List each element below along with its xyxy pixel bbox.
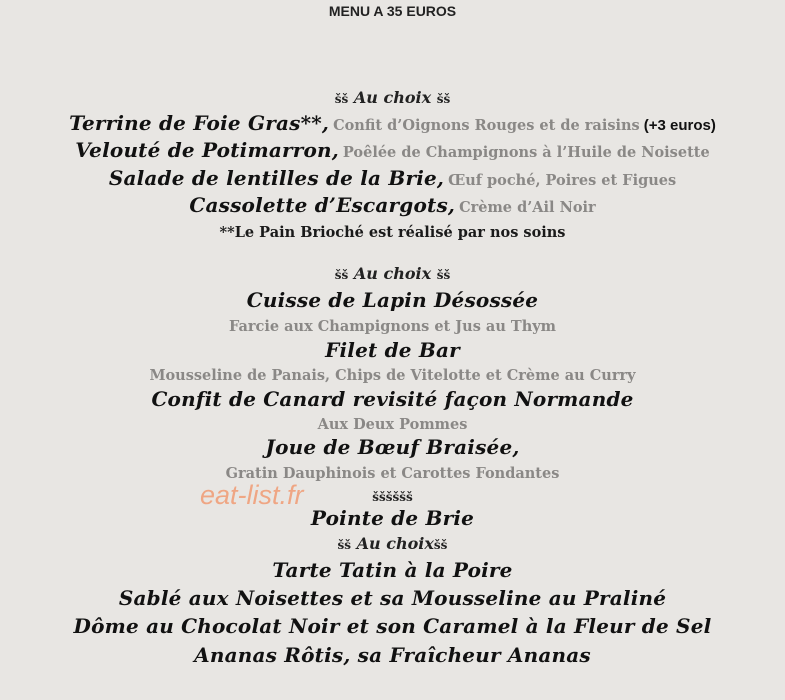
choice-label: Au choix — [353, 88, 432, 107]
bread-note: **Le Pain Brioché est réalisé par nos soins — [219, 224, 566, 241]
sep-mark-right: šš — [433, 538, 448, 552]
choice-separator-starters — [0, 88, 785, 107]
starter-item — [0, 111, 785, 135]
watermark-logo: eat-list.fr — [200, 480, 304, 510]
sep-mark-right: šš — [436, 92, 451, 106]
sep-mark-left: šš — [337, 538, 352, 552]
cheese-separator — [0, 486, 785, 505]
dessert-dish-name: Ananas Rôtis, sa Fraîcheur Ananas — [194, 643, 591, 667]
main-dish-name: Joue de Bœuf Braisée, — [265, 435, 520, 459]
choice-label: Au choix — [353, 264, 432, 283]
sep-mark-left: šš — [334, 92, 349, 106]
main-dish-name: Confit de Canard revisité façon Normande — [151, 387, 634, 411]
main-dish-name: Filet de Bar — [325, 338, 460, 362]
dish-name: Cassolette d’Escargots, — [189, 193, 456, 217]
sep-mark-left: šš — [334, 268, 349, 282]
dessert-dish-name: Dôme au Chocolat Noir et son Caramel à la Fleur de Sel — [73, 614, 712, 638]
dessert-dish-name: Tarte Tatin à la Poire — [272, 558, 513, 582]
main-dish-description: Gratin Dauphinois et Carottes Fondantes — [225, 465, 560, 482]
dish-description: Crème d’Ail Noir — [459, 199, 596, 216]
dish-description: Poêlée de Champignons à l’Huile de Noisette — [342, 144, 710, 161]
main-dish-name: Cuisse de Lapin Désossée — [246, 288, 539, 312]
main-dish-description: Aux Deux Pommes — [317, 416, 468, 433]
main-dish-description: Farcie aux Champignons et Jus au Thym — [228, 318, 557, 335]
dish-name: Velouté de Potimarron, — [75, 138, 339, 162]
starter-item — [0, 193, 785, 217]
sep-mark-right: šš — [436, 268, 451, 282]
dish-description: Œuf poché, Poires et Figues — [448, 172, 677, 189]
starter-item — [0, 166, 785, 190]
choice-separator-desserts — [0, 534, 785, 553]
dish-name: Salade de lentilles de la Brie, — [108, 166, 445, 190]
menu-title: MENU A 35 EUROS — [328, 3, 457, 19]
dish-description: Confit d’Oignons Rouges et de raisins — [333, 117, 640, 134]
choice-label: Au choix — [356, 534, 434, 553]
price-supplement: (+3 euros) — [643, 117, 716, 134]
sep-mark: šššššš — [372, 490, 413, 504]
dish-name: Terrine de Foie Gras**, — [69, 111, 330, 135]
choice-separator-mains — [0, 264, 785, 283]
dessert-dish-name: Sablé aux Noisettes et sa Mousseline au Praliné — [118, 586, 667, 610]
cheese-dish-name: Pointe de Brie — [310, 506, 475, 530]
starter-item — [0, 138, 785, 162]
main-dish-description: Mousseline de Panais, Chips de Vitelotte et Crème au Curry — [149, 367, 636, 384]
